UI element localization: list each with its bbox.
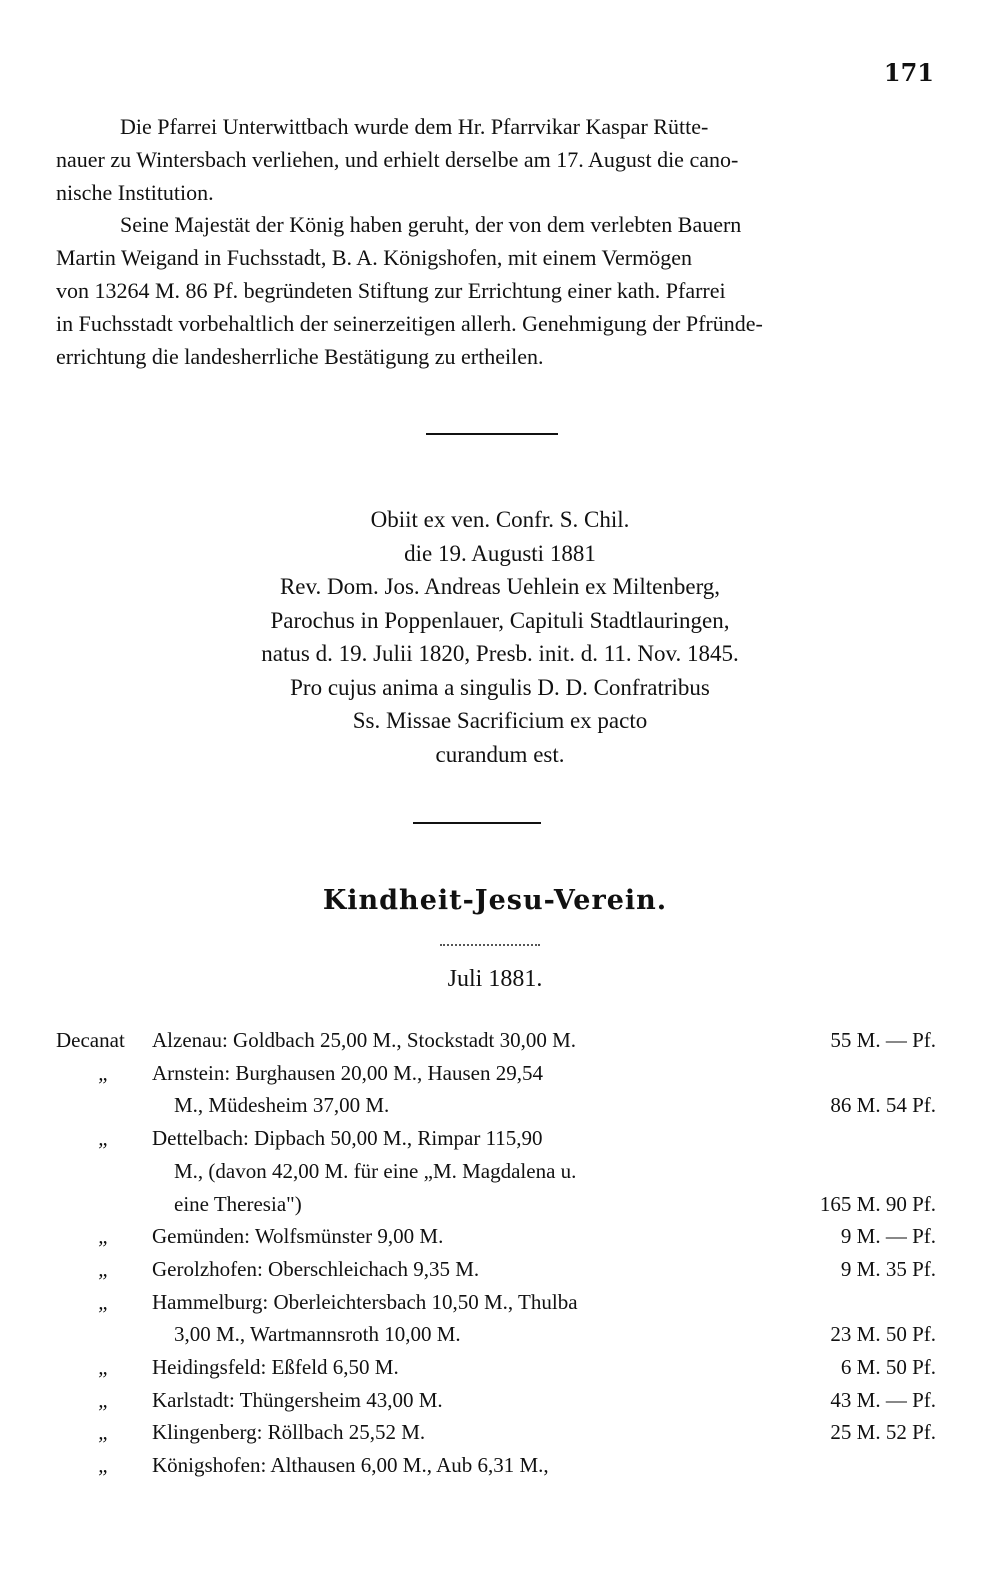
section-divider bbox=[413, 822, 541, 824]
obituary-line: Ss. Missae Sacrificium ex pacto bbox=[352, 708, 648, 733]
entry-text: Dettelbach: Dipbach 50,00 M., Rimpar 115,90 bbox=[152, 1126, 543, 1151]
obituary-line: die 19. Augusti 1881 bbox=[404, 540, 596, 566]
paragraph-line: Seine Majestät der König haben geruht, der von dem verlebten Bauern bbox=[120, 212, 742, 237]
paragraph-line: Martin Weigand in Fuchsstadt, B. A. Königshofen, mit einem Vermögen bbox=[56, 245, 692, 270]
entry-text: Karlstadt: Thüngersheim 43,00 M. bbox=[152, 1387, 443, 1412]
list-item bbox=[56, 1384, 936, 1417]
ditto-mark: „ bbox=[98, 1126, 110, 1151]
entry-text: M., Müdesheim 37,00 M. bbox=[174, 1093, 390, 1118]
paragraph-line: Die Pfarrei Unterwittbach wurde dem Hr. Pfarrvikar Kaspar Rütte- bbox=[120, 114, 709, 139]
paragraph-line: von 13264 M. 86 Pf. begründeten Stiftung zur Errichtung einer kath. Pfarrei bbox=[56, 278, 726, 303]
entry-amount: 165 M. 90 Pf. bbox=[819, 1191, 936, 1216]
obituary-notice bbox=[100, 503, 900, 771]
list-item bbox=[56, 1253, 936, 1286]
section-month: Juli 1881. bbox=[447, 966, 543, 992]
ditto-mark: „ bbox=[98, 1420, 110, 1445]
obituary-line: natus d. 19. Julii 1820, Presb. init. d. 11. Nov. 1845. bbox=[261, 641, 739, 666]
entry-text: Hammelburg: Oberleichtersbach 10,50 M., Thulba bbox=[152, 1289, 578, 1314]
paragraph-line: nauer zu Wintersbach verliehen, und erhielt derselbe am 17. August die cano- bbox=[56, 147, 739, 172]
entry-amount: 43 M. — Pf. bbox=[830, 1387, 936, 1412]
entry-amount: 55 M. — Pf. bbox=[830, 1028, 936, 1052]
paragraph-line: nische Institution. bbox=[56, 180, 214, 205]
ditto-mark: „ bbox=[98, 1355, 110, 1380]
entry-text: Gerolzhofen: Oberschleichach 9,35 M. bbox=[152, 1256, 480, 1281]
entry-text: Gemünden: Wolfsmünster 9,00 M. bbox=[152, 1224, 444, 1249]
ornament-divider bbox=[440, 934, 540, 946]
entry-text: 3,00 M., Wartmannsroth 10,00 M. bbox=[174, 1322, 461, 1347]
entry-text: Klingenberg: Röllbach 25,52 M. bbox=[152, 1420, 426, 1445]
list-item bbox=[56, 1122, 936, 1220]
list-item bbox=[56, 1416, 936, 1449]
ditto-mark: „ bbox=[98, 1387, 110, 1412]
page-number: 171 bbox=[883, 58, 934, 87]
list-item bbox=[56, 1024, 936, 1057]
entry-amount: 9 M. — Pf. bbox=[840, 1224, 936, 1249]
list-item bbox=[56, 1057, 936, 1122]
ditto-mark: „ bbox=[98, 1224, 110, 1249]
obituary-line: Parochus in Poppenlauer, Capituli Stadtlauringen, bbox=[270, 607, 730, 633]
list-item bbox=[56, 1220, 936, 1253]
entry-amount: 6 M. 50 Pf. bbox=[840, 1355, 936, 1380]
entry-amount: 23 M. 50 Pf. bbox=[830, 1322, 936, 1347]
entry-text: eine Theresia") bbox=[174, 1191, 302, 1216]
obituary-line: Rev. Dom. Jos. Andreas Uehlein ex Miltenberg, bbox=[279, 574, 721, 599]
entry-text: Königshofen: Althausen 6,00 M., Aub 6,31 M., bbox=[152, 1453, 549, 1478]
obituary-line: Obiit ex ven. Confr. S. Chil. bbox=[370, 507, 630, 532]
entry-amount: 25 M. 52 Pf. bbox=[830, 1420, 936, 1445]
donation-list bbox=[56, 1024, 936, 1482]
ditto-mark: „ bbox=[98, 1289, 110, 1314]
paragraph-line: in Fuchsstadt vorbehaltlich der seinerzeitigen allerh. Genehmigung der Pfründe- bbox=[56, 311, 763, 336]
ditto-mark: „ bbox=[98, 1453, 110, 1478]
entry-amount: 86 M. 54 Pf. bbox=[830, 1093, 936, 1118]
paragraph-parish-appointment bbox=[56, 110, 934, 209]
entry-text: Arnstein: Burghausen 20,00 M., Hausen 29,54 bbox=[152, 1060, 543, 1085]
paragraph-foundation-approval bbox=[56, 208, 934, 373]
obituary-line: Pro cujus anima a singulis D. D. Confratribus bbox=[290, 674, 710, 700]
list-item bbox=[56, 1351, 936, 1384]
section-heading: Kindheit-Jesu-Verein. bbox=[322, 885, 668, 916]
paragraph-line: errichtung die landesherrliche Bestätigung zu ertheilen. bbox=[56, 344, 544, 369]
list-item bbox=[56, 1449, 936, 1482]
entry-text: Alzenau: Goldbach 25,00 M., Stockstadt 30,00 M. bbox=[152, 1028, 577, 1052]
section-divider bbox=[426, 433, 558, 435]
ditto-mark: „ bbox=[98, 1060, 110, 1085]
entry-text: Heidingsfeld: Eßfeld 6,50 M. bbox=[152, 1355, 399, 1380]
ditto-mark: „ bbox=[98, 1256, 110, 1281]
list-item bbox=[56, 1286, 936, 1351]
obituary-line: curandum est. bbox=[435, 741, 565, 767]
entry-amount: 9 M. 35 Pf. bbox=[840, 1256, 936, 1281]
deanery-label: Decanat bbox=[56, 1028, 125, 1052]
entry-text: M., (davon 42,00 M. für eine „M. Magdalena u. bbox=[174, 1158, 577, 1183]
